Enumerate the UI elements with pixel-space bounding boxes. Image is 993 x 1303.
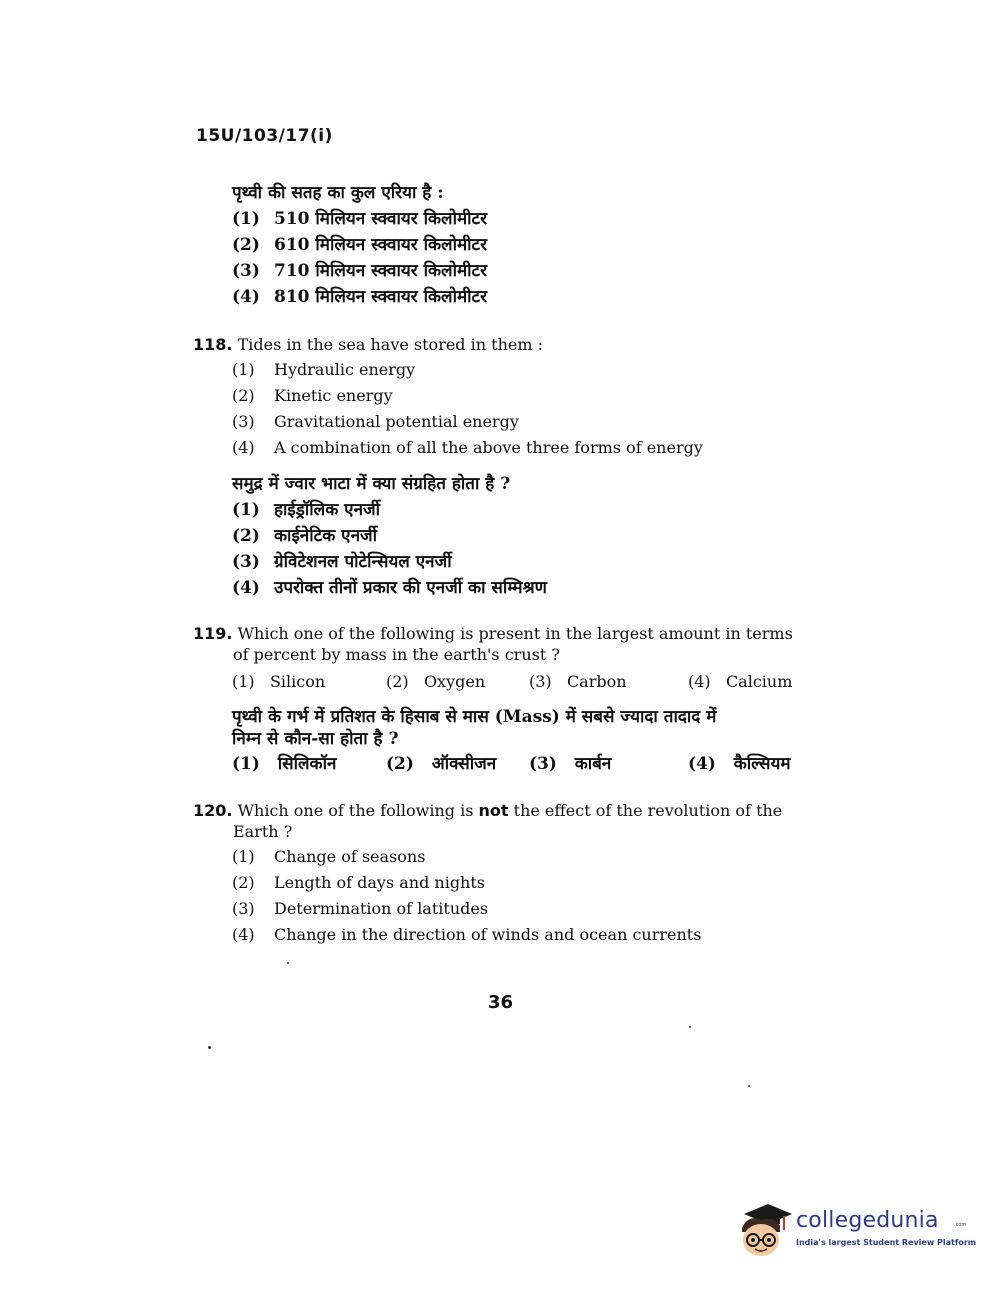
q118-number: 118. — [193, 335, 233, 354]
q120-option-2 — [232, 870, 832, 896]
option-text: हाईड्रॉलिक एनर्जी — [274, 500, 381, 520]
logo-suffix: .com — [954, 1222, 967, 1228]
logo-wordmark: collegedunia — [796, 1208, 939, 1233]
q120-question — [193, 800, 833, 842]
option-text: Determination of latitudes — [274, 899, 489, 918]
option-number: (4) — [688, 672, 711, 691]
option-text: Silicon — [269, 672, 326, 691]
option-number: (4) — [232, 578, 260, 598]
q118-option-4 — [232, 435, 832, 461]
q118-option-3 — [232, 409, 832, 435]
option-number: (3) — [529, 754, 557, 774]
option-text: Hydraulic energy — [274, 360, 416, 379]
option-text: ग्रेविटेशनल पोटेन्सियल एनर्जी — [274, 552, 452, 572]
q117-hindi-option-2 — [232, 232, 832, 258]
q118-hindi-option-3 — [232, 549, 832, 575]
q119-question-line2: of percent by mass in the earth's crust ? — [233, 645, 560, 664]
option-text: Oxygen — [423, 672, 486, 691]
q119-question-line1: Which one of the following is present in the largest amount in terms — [237, 624, 793, 643]
q118-option-2 — [232, 383, 832, 409]
q119-hindi-question — [232, 706, 822, 750]
q120-option-4 — [232, 922, 832, 948]
q118-hindi-question: समुद्र में ज्वार भाटा में क्या संग्रहित होता है ? — [232, 474, 511, 494]
option-text: Carbon — [566, 672, 627, 691]
option-text: काईनेटिक एनर्जी — [274, 526, 378, 546]
q119-question — [193, 623, 833, 665]
q119-hindi-question-line2: निम्न से कौन-सा होता है ? — [232, 729, 399, 749]
option-text: कार्बन — [574, 754, 612, 774]
collegedunia-watermark — [734, 1196, 977, 1266]
option-text: Change in the direction of winds and ocean currents — [274, 925, 702, 944]
option-text: Calcium — [725, 672, 793, 691]
q120-question-emphasis: not — [478, 801, 509, 820]
q119-number: 119. — [193, 624, 233, 643]
q118-option-1 — [232, 357, 832, 383]
option-number: (2) — [232, 235, 260, 255]
logo-tagline: India's largest Student Review Platform — [796, 1238, 977, 1247]
q120-question-pre: Which one of the following is — [237, 801, 474, 820]
q119-option-3 — [529, 670, 627, 694]
q119-hindi-option-1 — [232, 752, 336, 776]
option-text: ऑक्सीजन — [431, 754, 497, 774]
option-number: (4) — [232, 925, 255, 944]
q117-hindi-option-4 — [232, 284, 832, 310]
q118-question-text: Tides in the sea have stored in them : — [237, 335, 543, 354]
q117-hindi-block — [232, 180, 832, 310]
q117-hindi-option-3 — [232, 258, 832, 284]
mascot-icon — [734, 1196, 794, 1262]
option-number: (3) — [232, 261, 260, 281]
scan-speck — [208, 1046, 211, 1049]
option-text: 710 मिलियन स्क्वायर किलोमीटर — [274, 261, 488, 281]
option-number: (2) — [232, 386, 255, 405]
option-text: Gravitational potential energy — [274, 412, 519, 431]
option-number: (1) — [232, 500, 260, 520]
option-text: 810 मिलियन स्क्वायर किलोमीटर — [274, 287, 488, 307]
option-text: 510 मिलियन स्क्वायर किलोमीटर — [274, 209, 488, 229]
q118-hindi-option-1 — [232, 497, 832, 523]
option-text: Kinetic energy — [274, 386, 393, 405]
option-number: (3) — [232, 412, 255, 431]
option-number: (4) — [688, 754, 716, 774]
q120-number: 120. — [193, 801, 233, 820]
option-number: (2) — [386, 754, 414, 774]
option-number: (2) — [386, 672, 409, 691]
option-text: सिलिकॉन — [277, 754, 337, 774]
page-number: 36 — [488, 992, 514, 1013]
q119-hindi-question-line1: पृथ्वी के गर्भ में प्रतिशत के हिसाब से मास (Mass) में सबसे ज्यादा तादाद में — [232, 707, 717, 727]
option-number: (4) — [232, 287, 260, 307]
q119-option-2 — [386, 670, 485, 694]
scan-speck — [748, 1085, 750, 1087]
q119-hindi-option-3 — [529, 752, 611, 776]
q120-question-line2: Earth ? — [233, 822, 293, 841]
option-number: (3) — [232, 899, 255, 918]
option-text: कैल्सियम — [733, 754, 791, 774]
q120-options — [232, 844, 832, 948]
q118-question — [193, 334, 833, 355]
option-number: (1) — [232, 672, 255, 691]
option-number: (3) — [232, 552, 260, 572]
option-number: (1) — [232, 360, 255, 379]
option-text: उपरोक्त तीनों प्रकार की एनर्जी का सम्मिश्रण — [274, 578, 547, 598]
q119-hindi-option-2 — [386, 752, 496, 776]
q120-option-1 — [232, 844, 832, 870]
q119-hindi-option-4 — [688, 752, 791, 776]
q117-hindi-question: पृथ्वी की सतह का कुल एरिया है : — [232, 183, 444, 203]
q118-hindi-block — [232, 471, 832, 601]
q118-hindi-option-2 — [232, 523, 832, 549]
option-number: (1) — [232, 754, 260, 774]
q119-option-4 — [688, 670, 792, 694]
option-text: A combination of all the above three forms of energy — [274, 438, 703, 457]
option-text: Length of days and nights — [274, 873, 485, 892]
q119-option-1 — [232, 670, 325, 694]
q118-hindi-option-4 — [232, 575, 832, 601]
option-number: (2) — [232, 873, 255, 892]
option-text: 610 मिलियन स्क्वायर किलोमीटर — [274, 235, 488, 255]
scan-speck — [689, 1026, 691, 1028]
scan-speck — [287, 962, 289, 964]
option-number: (1) — [232, 847, 255, 866]
option-number: (1) — [232, 209, 260, 229]
option-text: Change of seasons — [274, 847, 426, 866]
option-number: (4) — [232, 438, 255, 457]
q118-options — [232, 357, 832, 461]
q120-option-3 — [232, 896, 832, 922]
q119-options — [232, 670, 812, 696]
q117-hindi-option-1 — [232, 206, 832, 232]
q120-question-post: the effect of the revolution of the — [513, 801, 783, 820]
paper-code: 15U/103/17(i) — [196, 126, 333, 146]
option-number: (2) — [232, 526, 260, 546]
q119-hindi-options — [232, 752, 812, 778]
option-number: (3) — [529, 672, 552, 691]
